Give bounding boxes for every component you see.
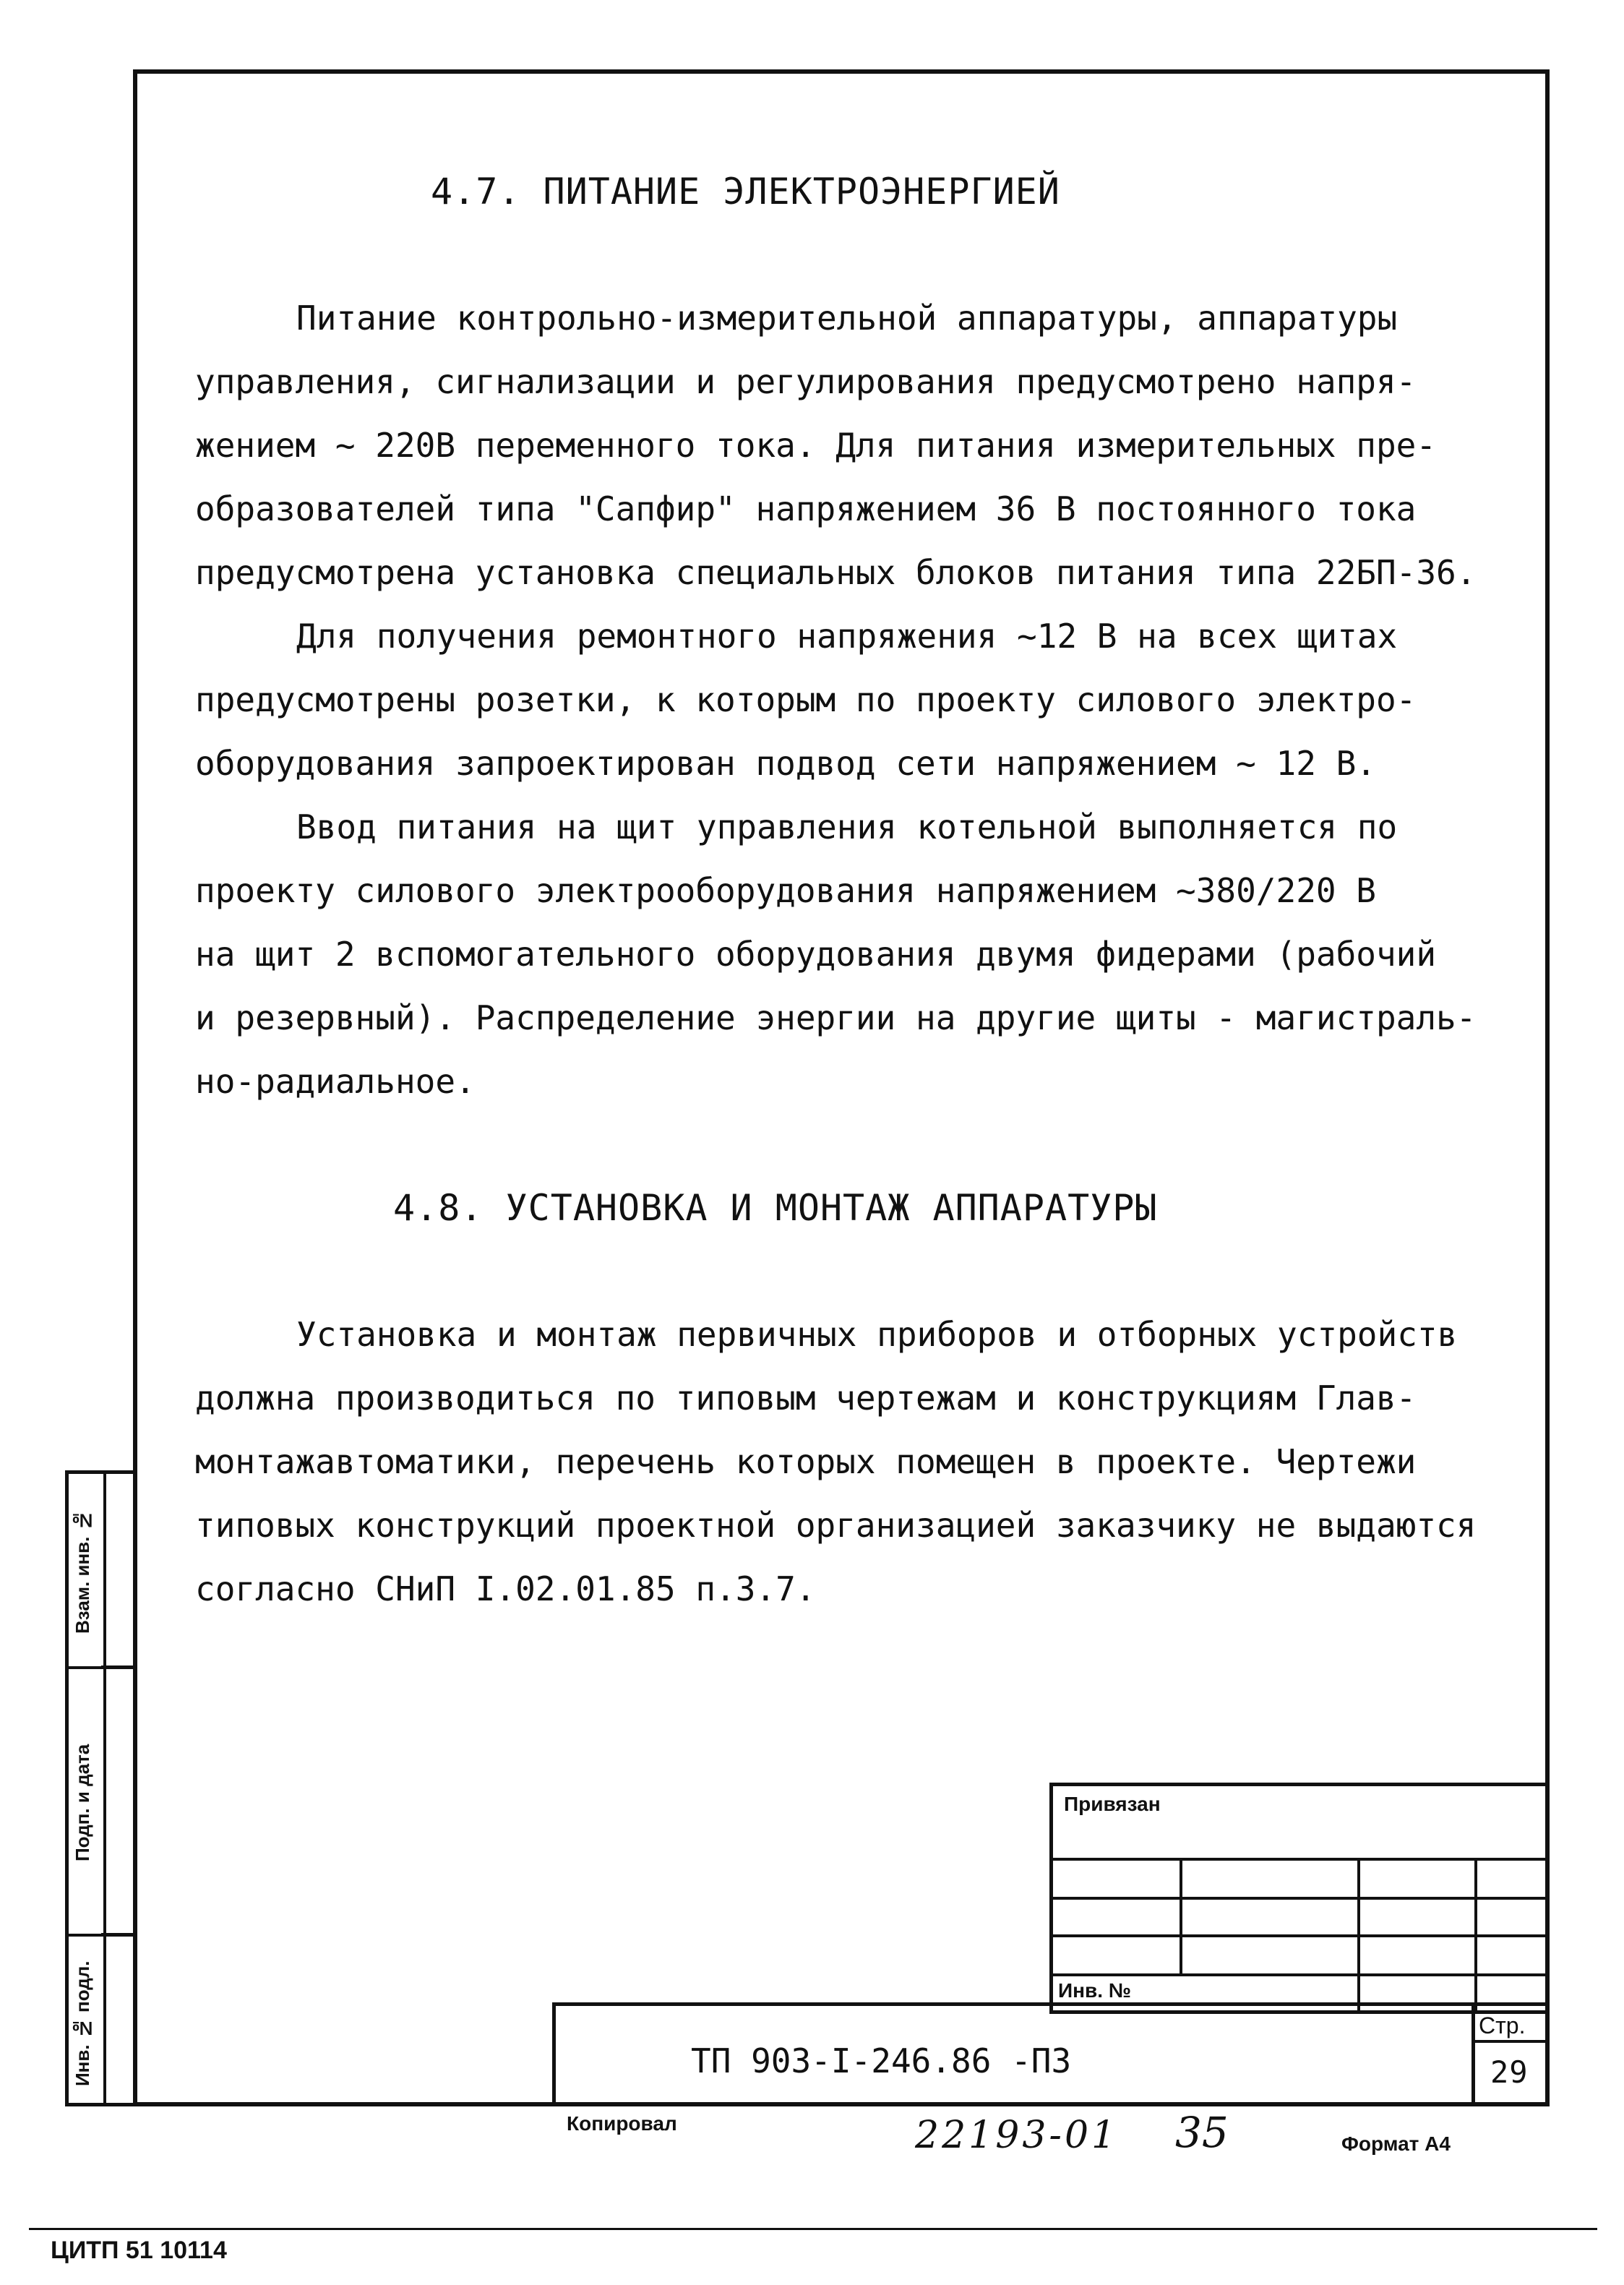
text-line: жением ~ 220В переменного тока. Для питания измерительных пре- [195, 426, 1437, 465]
format-label: Формат А4 [1341, 2132, 1451, 2155]
text-line: типовых конструкций проектной организацией заказчику не выдаются [195, 1506, 1477, 1545]
handwritten-page-number: 35 [1175, 2108, 1229, 2157]
text-line: должна производиться по типовым чертежам и конструкциям Глав- [195, 1379, 1417, 1418]
section-47-paragraph-1 [195, 286, 1482, 604]
text-line: предусмотрена установка специальных блоков питания типа 22БП-36. [195, 553, 1477, 592]
section-47-paragraph-3 [195, 795, 1482, 1113]
stamp-label-podp: Подп. и дата [72, 1744, 93, 1862]
text-line: предусмотрены розетки, к которым по проекту силового электро- [195, 680, 1417, 719]
text-line: оборудования запроектирован подвод сети напряжением ~ 12 В. [195, 744, 1376, 783]
stamp-tick [101, 1933, 137, 1937]
text-line: и резервный). Распределение энергии на другие щиты - магистраль- [195, 998, 1477, 1037]
text-line: Ввод питания на щит управления котельной выполняется по [296, 807, 1398, 846]
text-line: Для получения ремонтного напряжения ~12 В на всех щитах [296, 617, 1398, 656]
kopiroval-label: Копировал [567, 2112, 677, 2135]
privyazan-label: Привязан [1064, 1793, 1161, 1815]
grid-line [1472, 2040, 1550, 2043]
side-stamp [65, 1470, 137, 2106]
text-line: проекту силового электрооборудования напряжением ~380/220 В [195, 871, 1376, 910]
stamp-label-inv: Инв. № подл. [72, 1960, 93, 2086]
text-line: образователей типа "Сапфир" напряжением 36 В постоянного тока [195, 489, 1417, 528]
text-line: монтажавтоматики, перечень которых помещен в проекте. Чертежи [195, 1442, 1417, 1481]
sheet-number: 29 [1490, 2054, 1529, 2090]
text-line: Установка и монтаж первичных приборов и отборных устройств [296, 1315, 1458, 1354]
stamp-tick [101, 1665, 137, 1669]
publisher-code: ЦИТП 51 10114 [51, 2237, 227, 2264]
inv-no-label: Инв. № [1058, 1979, 1132, 2002]
grid-line [1180, 1858, 1182, 1973]
text-line: управления, сигнализации и регулирования предусмотрено напря- [195, 362, 1417, 401]
section-48-title: 4.8. УСТАНОВКА И МОНТАЖ АППАРАТУРЫ [393, 1187, 1158, 1229]
text-line: согласно СНиП I.02.01.85 п.3.7. [195, 1569, 816, 1608]
text-line: на щит 2 вспомогательного оборудования двумя фидерами (рабочий [195, 935, 1437, 974]
grid-line [1474, 1858, 1477, 2014]
bottom-rule [29, 2228, 1597, 2230]
section-48-paragraph-1 [195, 1303, 1482, 1621]
section-47-title: 4.7. ПИТАНИЕ ЭЛЕКТРОЭНЕРГИЕЙ [431, 171, 1060, 213]
stamp-label-vzam: Взам. инв. № [72, 1509, 93, 1634]
grid-line [1472, 2002, 1475, 2106]
document-code: ТП 903-I-246.86 -ПЗ [691, 2041, 1072, 2080]
text-line: но-радиальное. [195, 1062, 476, 1101]
grid-line [1357, 1858, 1360, 2014]
stamp-tick [101, 1470, 137, 1474]
sheet-label: Стр. [1479, 2012, 1526, 2039]
section-47-paragraph-2 [195, 604, 1482, 795]
text-line: Питание контрольно-измерительной аппаратуры, аппаратуры [296, 299, 1398, 338]
handwritten-archive-number: 22193-01 [915, 2114, 1119, 2157]
stamp-divider [103, 1474, 106, 2103]
